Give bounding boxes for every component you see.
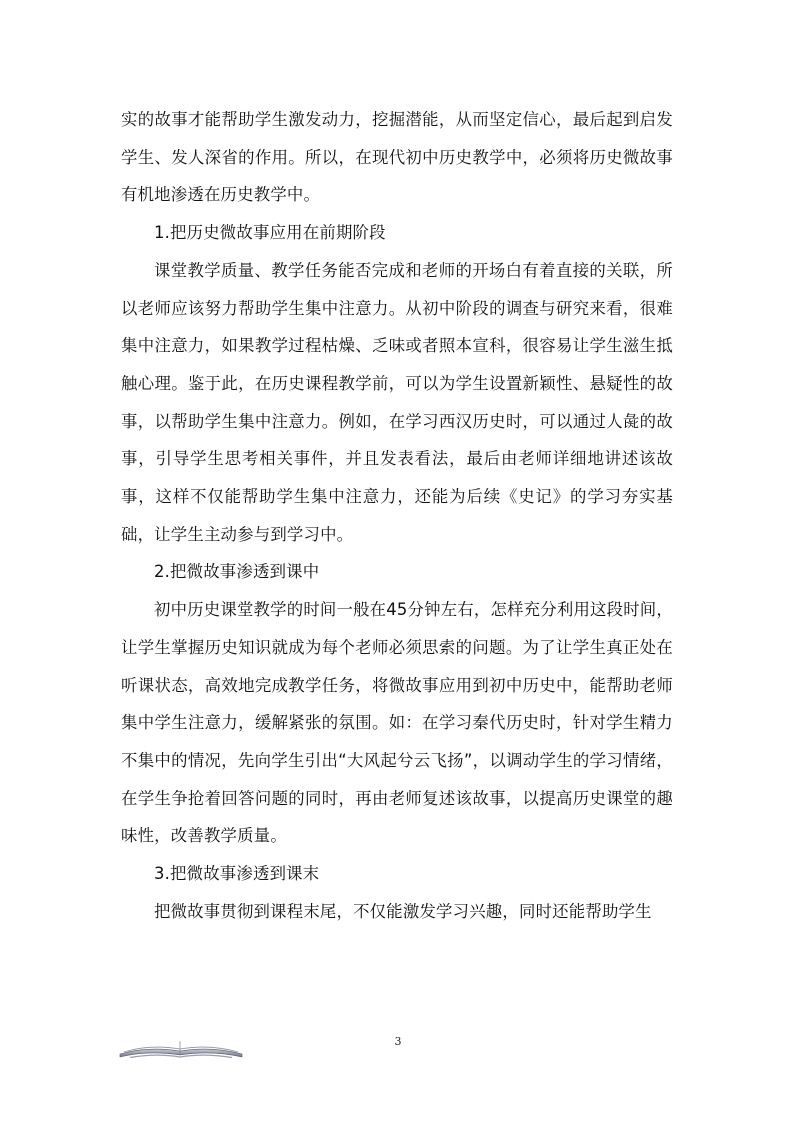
document-body — [121, 101, 673, 930]
paragraph-section-3: 把微故事贯彻到课程末尾，不仅能激发学习兴趣，同时还能帮助学生 — [154, 901, 652, 921]
section-heading-2: 2.把微故事渗透到课中 — [154, 562, 320, 582]
paragraph-section-1: 课堂教学质量、教学任务能否完成和老师的开场白有着直接的关联，所以老师应该努力帮助学生集中注意力。从初中阶段的调查与研究来看，很难集中注意力，如果教学过程枯燥、乏味或者照本宣科，很容易让学生滋生抵触心理。鉴于此，在历史课程教学前，可以为学生设置新颖性、悬疑性的故事，以帮助学生集中注意力。例如，在学习西汉历史时，可以通过人彘的故事，引导学生思考相关事件，并且发表看法，最后由老师详细地讲述该故事，这样不仅能帮助学生集中注意力，还能为后续《史记》的学习夯实基础，让学生主动参与到学习中。 — [121, 260, 673, 544]
page-number: 3 — [394, 1035, 402, 1048]
section-heading-3: 3.把微故事渗透到课末 — [154, 864, 320, 884]
paragraph-intro: 实的故事才能帮助学生激发动力，挖掘潜能，从而坚定信心，最后起到启发学生、发人深省的作用。所以，在现代初中历史教学中，必须将历史微故事有机地渗透在历史教学中。 — [121, 110, 673, 205]
paragraph-section-2: 初中历史课堂教学的时间一般在45分钟左右，怎样充分利用这段时间，让学生掌握历史知识就成为每个老师必须思索的问题。为了让学生真正处在听课状态，高效地完成教学任务，将微故事应用到初中历史中，能帮助老师集中学生注意力，缓解紧张的氛围。如：在学习秦代历史时，针对学生精力不集中的情况，先向学生引出“大风起兮云飞扬”，以调动学生的学习情绪，在学生争抢着回答问题的同时，再由老师复述该故事，以提高历史课堂的趣味性，改善教学质量。 — [121, 600, 673, 846]
section-heading-1: 1.把历史微故事应用在前期阶段 — [154, 223, 386, 243]
open-book-icon — [116, 1037, 246, 1061]
